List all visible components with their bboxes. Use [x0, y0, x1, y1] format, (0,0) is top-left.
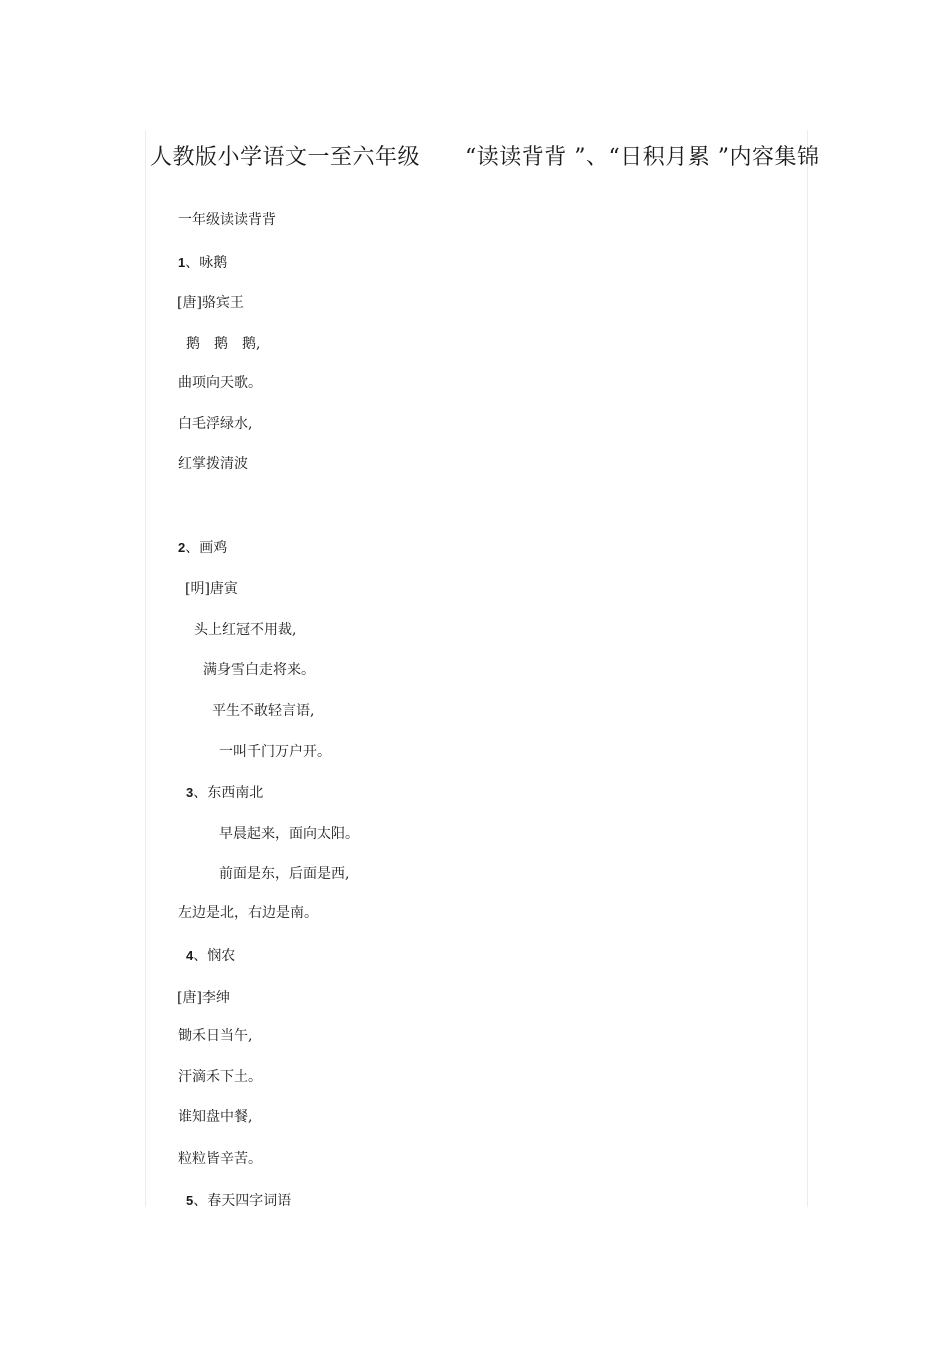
poem-number: 3: [186, 785, 194, 800]
poem-number: 5: [186, 1193, 194, 1208]
poem-number: 1: [178, 255, 186, 270]
poem-heading: [186, 947, 235, 965]
poem-line: 白毛浮绿水,: [178, 416, 253, 432]
poem-line: 左边是北，右边是南。: [178, 905, 318, 921]
poem-name: 画鸡: [199, 540, 228, 556]
poem-line: 粒粒皆辛苦。: [178, 1151, 262, 1167]
poem-line: 早晨起来，面向太阳。: [219, 826, 359, 842]
poem-name: 咏鹅: [199, 255, 228, 271]
poem-separator: 、: [185, 540, 200, 556]
poem-author: [唐]骆宾王: [177, 295, 244, 311]
poem-separator: 、: [193, 785, 208, 801]
poem-heading: [186, 1192, 291, 1210]
poem-line: 前面是东，后面是西,: [219, 866, 350, 882]
poem-line: 头上红冠不用裁,: [194, 622, 297, 638]
poem-name: 悯农: [207, 948, 236, 964]
poem-line: 鹅 鹅 鹅,: [186, 336, 261, 352]
poem-line: 汗滴禾下土。: [178, 1069, 262, 1085]
poem-author: [唐]李绅: [177, 990, 230, 1006]
poem-author: [明]唐寅: [185, 581, 238, 597]
poem-name: 东西南北: [207, 785, 264, 801]
section-heading: 一年级读读背背: [178, 212, 276, 228]
poem-line: 平生不敢轻言语,: [212, 703, 315, 719]
poem-line: 红掌拨清波: [178, 456, 248, 472]
poem-line: 锄禾日当午,: [178, 1028, 253, 1044]
poem-line: 曲项向天歌。: [178, 375, 262, 391]
document-title: 人教版小学语文一至六年级 “读读背背 ”、“日积月累 ”内容集锦: [150, 145, 820, 170]
poem-separator: 、: [193, 948, 208, 964]
poem-heading: [178, 539, 227, 557]
poem-line: 一叫千门万户开。: [219, 744, 331, 760]
poem-heading: [178, 254, 227, 272]
poem-heading: [186, 784, 263, 802]
poem-line: 谁知盘中餐,: [178, 1109, 253, 1125]
poem-separator: 、: [185, 255, 200, 271]
poem-separator: 、: [193, 1193, 208, 1209]
poem-line: 满身雪白走将来。: [203, 662, 315, 678]
poem-name: 春天四字词语: [207, 1193, 292, 1209]
poem-number: 4: [186, 948, 194, 963]
poem-number: 2: [178, 540, 186, 555]
